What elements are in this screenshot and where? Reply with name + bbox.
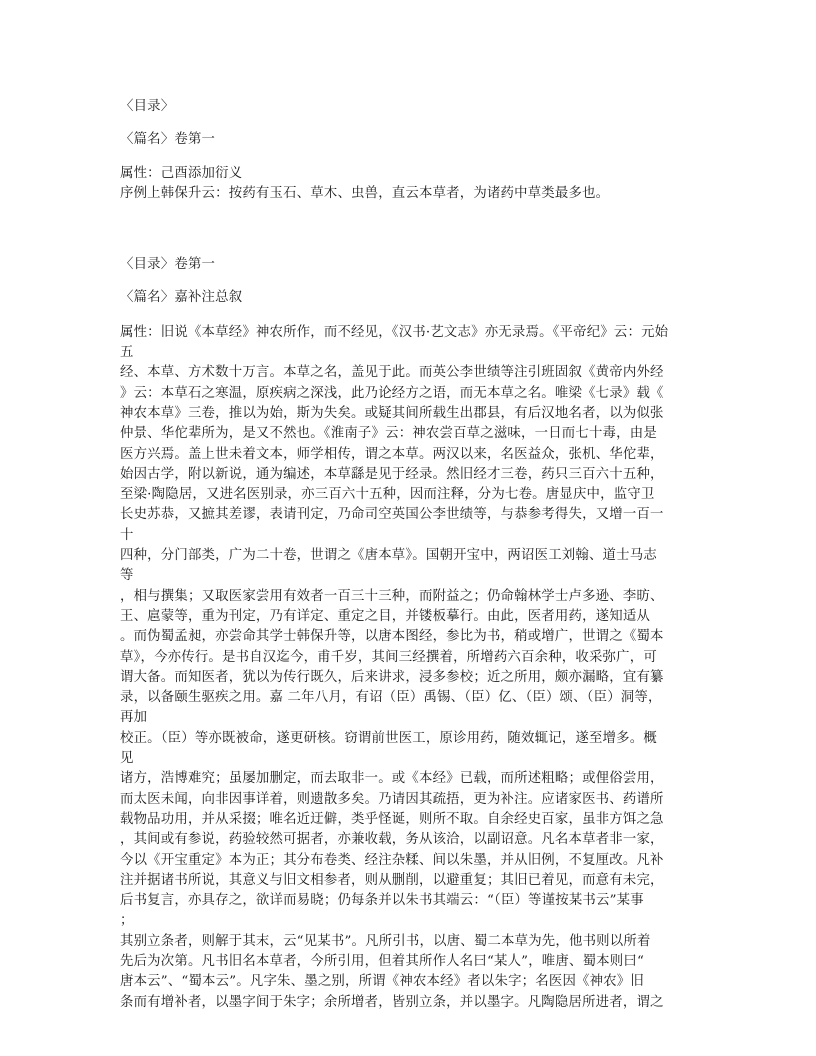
body-line: 而太医未闻，向非因事详着，则遗散多矣。乃请因其疏捂，更为补注。应诸家医书、药谱所 — [120, 791, 664, 807]
body-line: 医方兴焉。盖上世未着文本，师学相传，谓之本草。两汉以来，名医益众，张机、华佗辈， — [120, 446, 664, 462]
toc-heading-2: 〈目录〉卷第一 — [120, 257, 216, 273]
body-line: 草》，今亦传行。是书自汉迄今，甫千岁，其间三经撰着，所增药六百余种，收采弥广，可 — [120, 649, 657, 665]
body-line: 条而有增补者，以墨字间于朱字；余所增者，皆别立条，并以墨字。凡陶隐居所进者，谓之 — [120, 994, 664, 1010]
body-line: 唐本云”、“蜀本云”。凡字朱、墨之别，所谓《神农本经》者以朱字；名医因《神农》旧 — [120, 974, 644, 990]
body-line: 长史苏恭，又摭其差谬，表请刊定，乃命司空英国公李世绩等，与恭参考得失，又增一百一 — [120, 507, 664, 523]
body-line: 仲景、华佗辈所为，是又不然也。《淮南子》云：神农尝百草之滋味，一日而七十毒，由是 — [120, 426, 657, 442]
toc-heading: 〈目录〉 — [120, 99, 175, 114]
body-line: 载物品功用，并从采掇；唯名近迂僻，类乎怪诞，则所不取。自余经史百家，虽非方饵之急 — [120, 811, 664, 827]
body-line: 十 — [120, 527, 134, 543]
body-line: 后书复言，亦具存之，欲详而易晓；仍每条并以朱书其端云：“（臣）等谨按某书云”某事 — [120, 893, 644, 909]
body-line: 谓大备。而知医者，犹以为传行既久，后来讲求，浸多参校；近之所用，颇亦漏略，宜有纂 — [120, 669, 664, 685]
body-line: ； — [120, 913, 134, 929]
body-line: 至梁·陶隐居，又进名医别录，亦三百六十五种，因而注释，分为七卷。唐显庆中，监守卫 — [120, 487, 655, 503]
chapter-title-2: 〈篇名〉嘉补注总叙 — [120, 290, 243, 306]
body-line: 》云：本草石之寒温，原疾病之深浅，此乃论经方之语，而无本草之名。唯梁《七录》载《 — [120, 385, 664, 401]
body-line: 校正。（臣）等亦既被命，遂更研核。窃谓前世医工，原诊用药，随效辄记，遂至增多。概 — [120, 730, 657, 746]
preface-line: 序例上韩保升云：按药有玉石、草木、虫兽，直云本草者，为诸药中草类最多也。 — [120, 185, 610, 201]
body-text — [120, 323, 700, 1013]
body-line: 录，以备颐生驱疾之用。嘉 二年八月，有诏（臣）禹锡、（臣）亿、（臣）颂、（臣）洞等， — [120, 690, 662, 706]
body-line: 其别立条者，则解于其末，云“见某书”。凡所引书，以唐、蜀二本草为先，他书则以所着 — [120, 933, 651, 949]
body-line: 等 — [120, 568, 134, 584]
body-line: 属性：旧说《本草经》神农所作，而不经见，《汉书·艺文志》亦无录焉。《平帝纪》云：元始 — [120, 324, 669, 340]
body-line: ，其间或有参说，药验较然可据者，亦兼收载，务从该洽，以副诏意。凡名本草者非一家， — [120, 832, 664, 848]
body-line: 今以《开宝重定》本为正；其分布卷类、经注杂糅、间以朱墨，并从旧例，不复厘改。凡补 — [120, 852, 664, 868]
body-line: 见 — [120, 751, 134, 767]
body-line: 四种，分门部类，广为二十卷，世谓之《唐本草》。国朝开宝中，两诏医工刘翰、道士马志 — [120, 548, 657, 564]
body-line: 诸方，浩博难究；虽屡加删定，而去取非一。或《本经》已载，而所述粗略；或俚俗尝用， — [120, 771, 664, 787]
body-line: 注并据诸书所说，其意义与旧文相参者，则从删削，以避重复；其旧已着见，而意有未完， — [120, 872, 664, 888]
body-line: 再加 — [120, 710, 148, 726]
body-line: ，相与撰集；又取医家尝用有效者一百三十三种，而附益之；仍命翰林学士卢多逊、李昉、 — [120, 588, 664, 604]
body-line: 始因古学，附以新说，通为编述，本草繇是见于经录。然旧经才三卷，药只三百六十五种， — [120, 466, 664, 482]
body-line: 神农本草》三卷，推以为始，斯为失矣。或疑其间所载生出郡县，有后汉地名者，以为似张 — [120, 405, 664, 421]
body-line: 五 — [120, 345, 134, 361]
body-line: 经、本草、方术数十万言。本草之名，盖见于此。而英公李世绩等注引班固叙《黄帝内外经 — [120, 365, 664, 381]
body-line: 先后为次第。凡书旧名本草者，今所引用，但着其所作人名曰“某人”，唯唐、蜀本则曰“ — [120, 953, 644, 969]
body-line: 王、扈蒙等，重为刊定，乃有详定、重定之目，并镂板摹行。由此，医者用药，遂知适从 — [120, 608, 651, 624]
document-page — [120, 97, 700, 1013]
body-line: 。而伪蜀孟昶，亦尝命其学士韩保升等，以唐本图经，参比为书，稍或增广，世谓之《蜀本 — [120, 629, 664, 645]
chapter-title: 〈篇名〉卷第一 — [120, 132, 216, 148]
attribute-line: 属性：己酉添加衍义 — [120, 165, 243, 181]
